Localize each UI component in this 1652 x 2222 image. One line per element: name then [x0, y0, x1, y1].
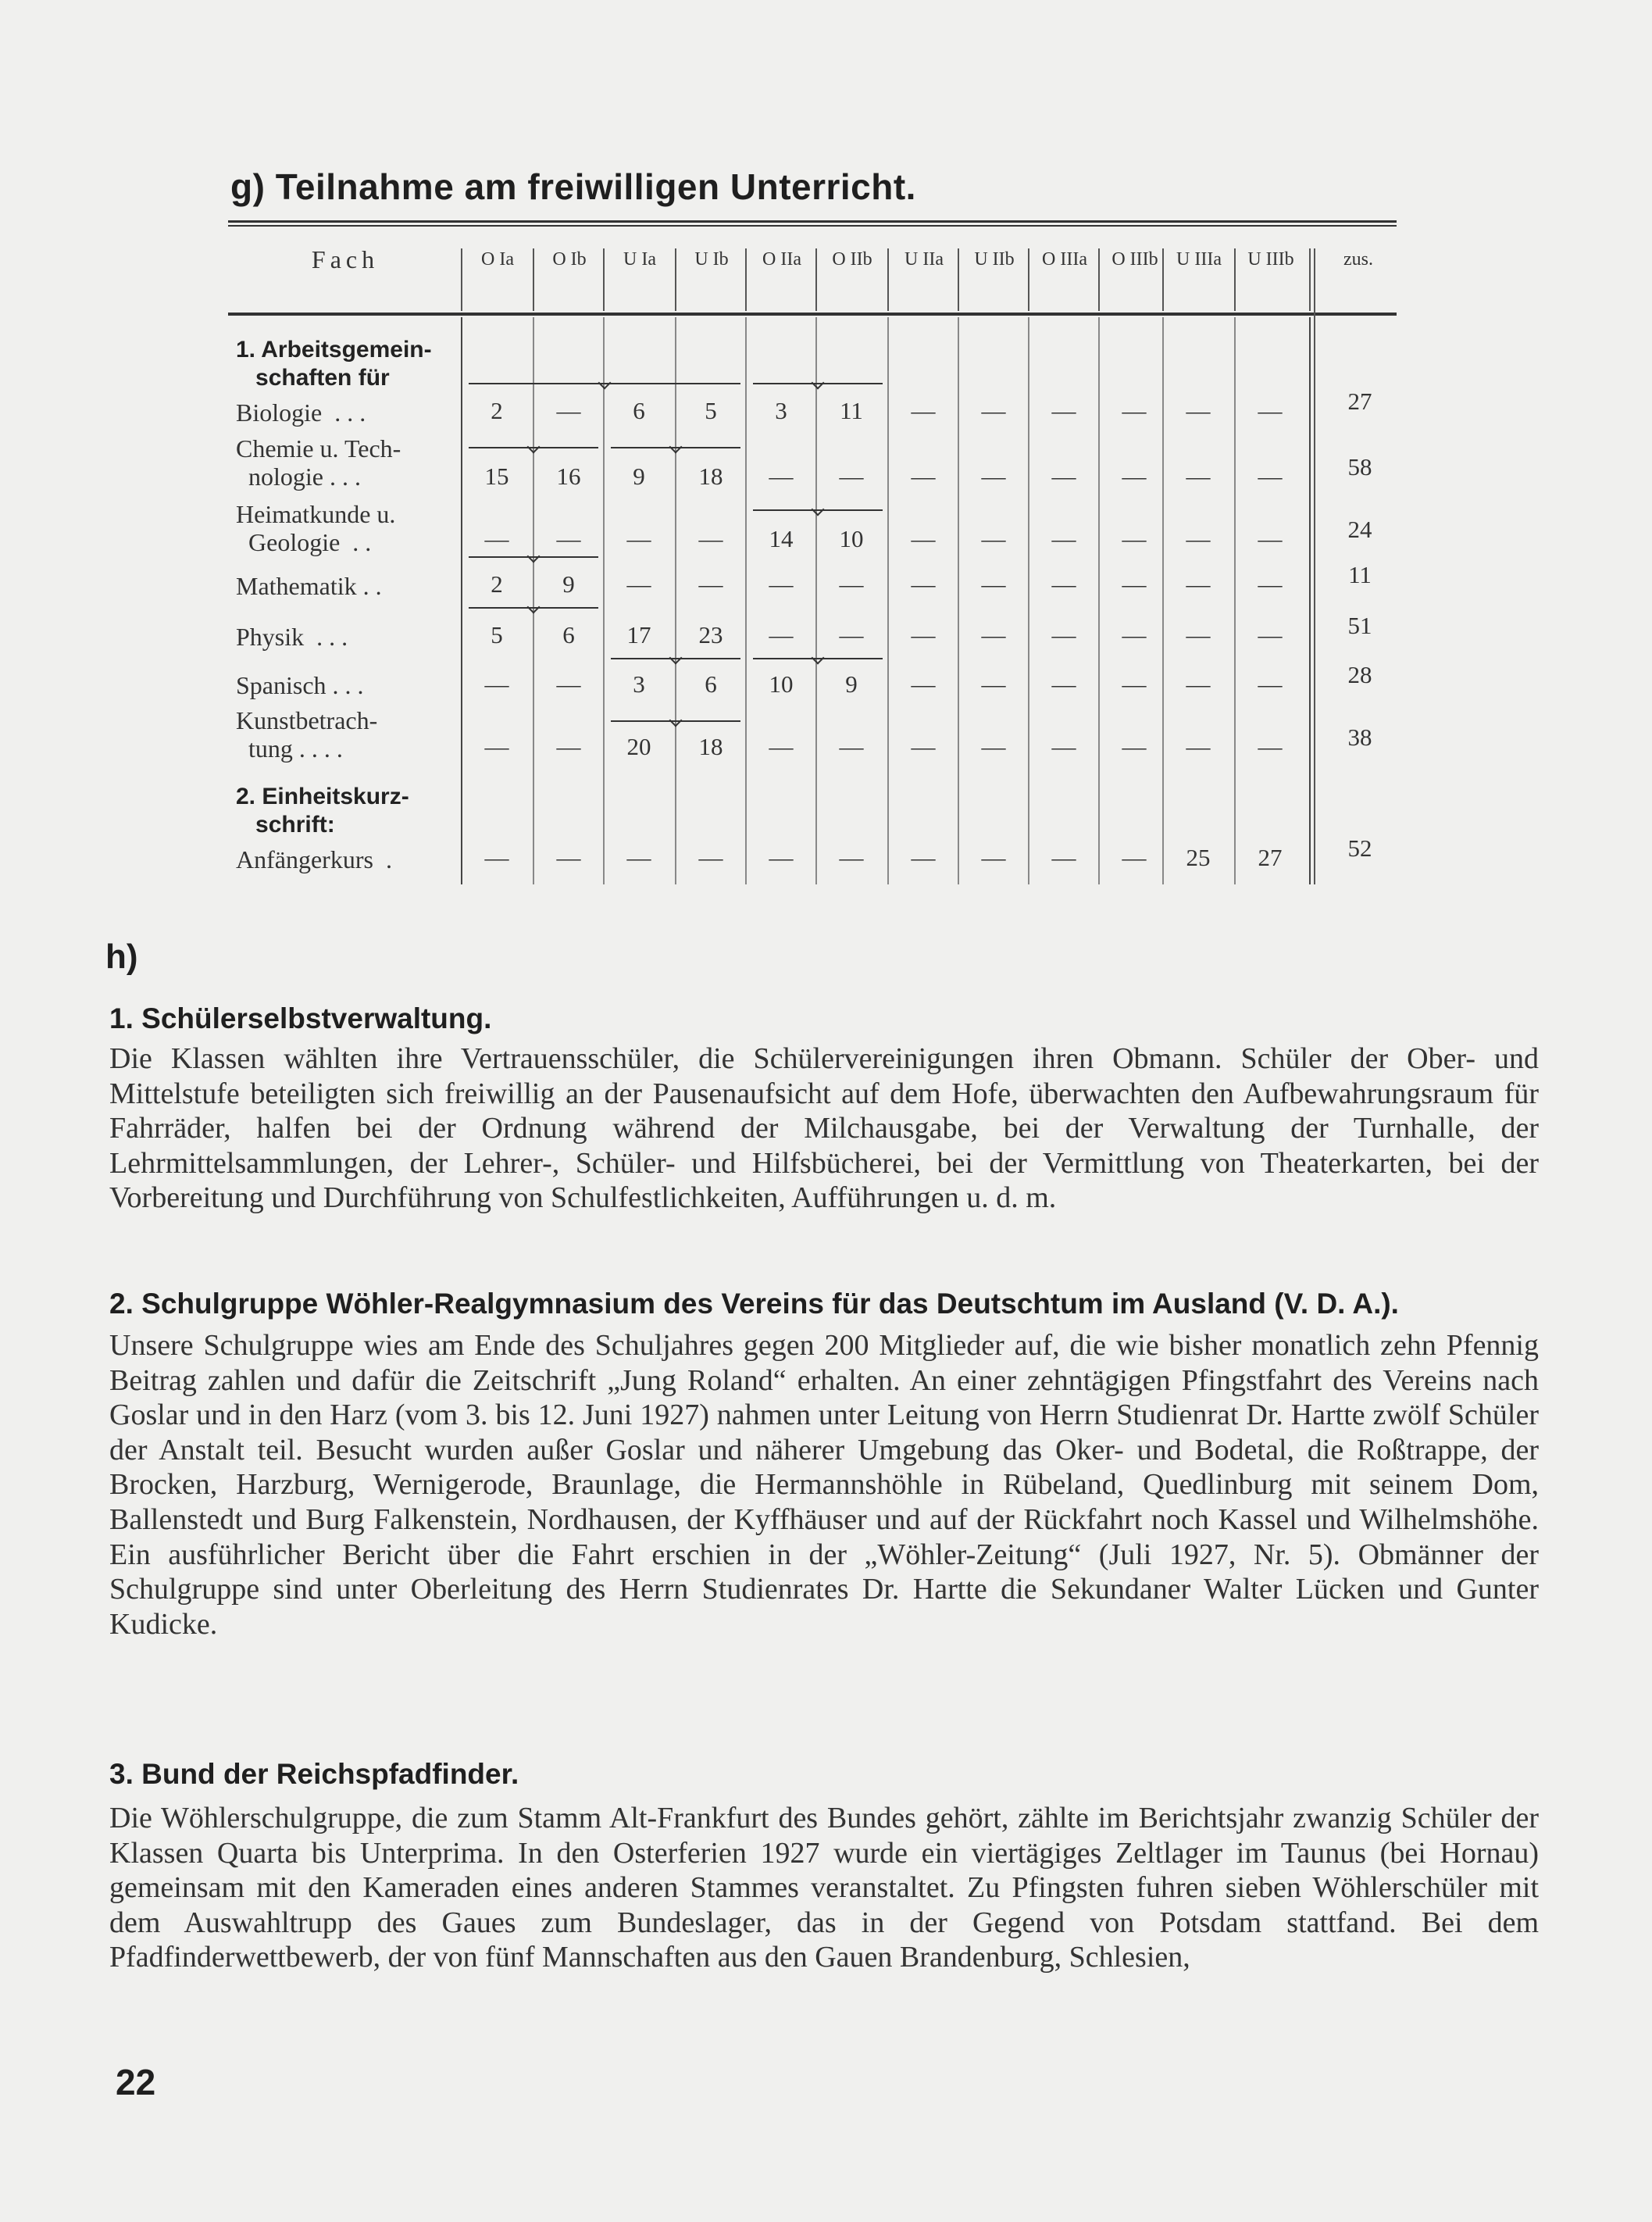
- header-fach: Fach: [311, 245, 380, 273]
- table-cell: 6: [633, 397, 645, 424]
- table-cell: —: [626, 844, 651, 871]
- table-cell: —: [911, 621, 936, 648]
- grouping-brace: [469, 447, 598, 448]
- header-class: U IIIa: [1176, 248, 1222, 270]
- table-cell: 9: [845, 670, 858, 698]
- table-cell: 6: [562, 621, 575, 648]
- table-cell: —: [1258, 525, 1283, 552]
- section-text-1: Die Klassen wählten ihre Vertrauensschüler, die Schülervereinigungen ihren Obmann. Schüler der Ober- und Mittelstufe beteiligten sich freiwillig an der Pausenaufsicht auf dem Hofe, überwachten den Aufbewahrungsraum für Fahrräder, halfen bei der Ordnung während der Milchausgabe, bei der Verwaltung der Turnhalle, der Lehrmittelsammlungen, der Lehrer-, Schüler- und Hilfsbücherei, bei der Vermittlung von Theaterkarten, bei der Vorbereitung und Durchführung von Schulfestlichkeiten, Aufführungen u. d. m.: [109, 1042, 1539, 1215]
- table-cell: —: [1122, 525, 1147, 552]
- header-class: U IIa: [904, 248, 944, 270]
- table-rule: [228, 220, 1397, 223]
- table-cell: 10: [839, 525, 864, 552]
- row-total: 24: [1347, 516, 1372, 543]
- section-h-label: h): [105, 938, 138, 976]
- table-cell: 27: [1258, 844, 1283, 871]
- table-cell: —: [556, 525, 581, 552]
- row-total: 58: [1347, 453, 1372, 480]
- table-cell: —: [981, 525, 1006, 552]
- table-cell: —: [1258, 621, 1283, 648]
- table-cell: —: [1258, 463, 1283, 490]
- table-cell: —: [769, 733, 794, 760]
- table-cell: —: [839, 621, 864, 648]
- table-cell: —: [911, 670, 936, 698]
- grouping-brace: [611, 658, 740, 659]
- page-number: 22: [116, 2062, 156, 2102]
- table-cell: —: [981, 463, 1006, 490]
- table-rule: [228, 225, 1397, 227]
- table-cell: —: [911, 844, 936, 871]
- grouping-brace: [753, 509, 883, 511]
- header-class: U Ia: [623, 248, 656, 270]
- grouping-brace: [753, 658, 883, 659]
- table-cell: —: [981, 670, 1006, 698]
- group-label-1: 1. Arbeitsgemein- schaften für: [236, 337, 432, 391]
- section-text-3: Die Wöhlerschulgruppe, die zum Stamm Alt-Frankfurt des Bundes gehört, zählte im Berichtsjahr zwanzig Schüler der Klassen Quarta bis Unterprima. In den Osterferien 1927 wurde ein viertägiges Zeltlager im Taunus (bei Hornau) gemeinsam mit den Kameraden eines anderen Stammes veranstaltet. Zu Pfingsten fuhren sieben Wöhlerschüler mit dem Auswahltrupp des Gaues zum Bundeslager, das in der Gegend von Potsdam stattfand. Bei dem Pfadfinderwettbewerb, der von fünf Mannschaften aus den Gauen Brandenburg, Schlesien,: [109, 1802, 1539, 1974]
- table-cell: —: [626, 525, 651, 552]
- header-class: O Ia: [481, 248, 514, 270]
- grouping-brace: [469, 607, 598, 609]
- table-cell: 9: [562, 570, 575, 598]
- row-total: 38: [1347, 723, 1372, 751]
- table-cell: 14: [769, 525, 794, 552]
- section-text-2: Unsere Schulgruppe wies am Ende des Schuljahres gegen 200 Mitglieder auf, die wie bisher monatlich zehn Pfennig Beitrag zahlen und dafür die Zeitschrift „Jung Roland“ erhalten. An einer zehntägigen Pfingstfahrt des Vereins nach Goslar und in den Harz (vom 3. bis 12. Juni 1927) nahmen unter Leitung von Herrn Studienrat Dr. Hartte zwölf Schüler der Anstalt teil. Besucht wurden außer Goslar und näherer Umgebung das Oker- und Bodetal, die Roßtrappe, der Brocken, Harzburg, Wernigerode, Braunlage, die Hermannshöhle in Rübeland, Quedlinburg mit seinem Dom, Ballenstedt und Burg Falkenstein, Nordhausen, der Kyffhäuser und auf der Rückfahrt noch Kassel und Wilhelmshöhe. Ein ausführlicher Bericht über die Fahrt erschien in der „Wöhler-Zeitung“ (Juli 1927, Nr. 5). Obmänner der Schulgruppe sind unter Oberleitung des Herrn Studienrates Dr. Hartte die Sekundaner Walter Lücken und Gunter Kudicke.: [109, 1329, 1539, 1641]
- participation-table: [228, 220, 1397, 884]
- grouping-brace: [469, 383, 740, 384]
- table-cell: —: [1122, 463, 1147, 490]
- table-cell: —: [911, 397, 936, 424]
- row-label: Anfängerkurs .: [236, 845, 392, 873]
- table-cell: —: [1051, 844, 1076, 871]
- table-cell: —: [1258, 397, 1283, 424]
- table-cell: —: [1051, 621, 1076, 648]
- table-cell: —: [839, 570, 864, 598]
- table-cell: —: [769, 844, 794, 871]
- table-cell: —: [1258, 733, 1283, 760]
- table-cell: —: [839, 844, 864, 871]
- table-cell: 5: [491, 621, 503, 648]
- header-class: U IIIb: [1247, 248, 1294, 270]
- header-class: U IIb: [974, 248, 1015, 270]
- table-cell: —: [626, 570, 651, 598]
- table-cell: 15: [484, 463, 509, 490]
- table-cell: —: [1258, 670, 1283, 698]
- table-cell: —: [1186, 733, 1211, 760]
- table-cell: —: [1186, 463, 1211, 490]
- row-total: 51: [1347, 612, 1372, 639]
- table-cell: —: [556, 733, 581, 760]
- row-label: Biologie . . .: [236, 398, 366, 427]
- table-cell: 20: [626, 733, 651, 760]
- table-cell: —: [1122, 844, 1147, 871]
- header-class: O Ib: [552, 248, 587, 270]
- group-label-2: 2. Einheitskurz- schrift:: [236, 784, 409, 838]
- table-cell: —: [839, 733, 864, 760]
- table-cell: —: [1122, 621, 1147, 648]
- table-cell: —: [769, 463, 794, 490]
- table-cell: 3: [633, 670, 645, 698]
- table-cell: —: [981, 570, 1006, 598]
- column-divider: [1309, 317, 1311, 884]
- row-total: 27: [1347, 388, 1372, 415]
- table-cell: —: [1051, 570, 1076, 598]
- row-total: 52: [1347, 834, 1372, 862]
- table-cell: —: [556, 844, 581, 871]
- table-cell: —: [1186, 570, 1211, 598]
- table-cell: —: [769, 570, 794, 598]
- section-heading-3: 3. Bund der Reichspfadfinder.: [109, 1758, 519, 1790]
- table-cell: 6: [705, 670, 717, 698]
- table-cell: —: [1186, 397, 1211, 424]
- table-rule: [228, 313, 1397, 316]
- header-class: U Ib: [694, 248, 729, 270]
- table-cell: —: [1186, 670, 1211, 698]
- section-heading-2: 2. Schulgruppe Wöhler-Realgymnasium des Vereins für das Deutschtum im Ausland (V. D. A.).: [109, 1288, 1399, 1320]
- section-g-title: g) Teilnahme am freiwilligen Unterricht.: [230, 166, 916, 207]
- table-cell: —: [911, 525, 936, 552]
- column-divider: [1309, 248, 1311, 311]
- table-cell: —: [1122, 670, 1147, 698]
- table-cell: 2: [491, 397, 503, 424]
- table-cell: 16: [556, 463, 581, 490]
- row-label: Spanisch . . .: [236, 671, 364, 699]
- header-class: O IIIb: [1111, 248, 1158, 270]
- table-cell: —: [698, 525, 723, 552]
- table-cell: —: [1186, 525, 1211, 552]
- table-cell: 18: [698, 463, 723, 490]
- grouping-brace: [611, 447, 740, 448]
- table-cell: 18: [698, 733, 723, 760]
- table-cell: 3: [775, 397, 787, 424]
- row-label: Mathematik . .: [236, 572, 382, 600]
- table-cell: —: [484, 670, 509, 698]
- header-class: O IIb: [832, 248, 872, 270]
- table-cell: 2: [491, 570, 503, 598]
- table-cell: —: [911, 570, 936, 598]
- table-cell: —: [1051, 397, 1076, 424]
- table-cell: —: [1122, 397, 1147, 424]
- row-label: Heimatkunde u. Geologie . .: [236, 500, 396, 556]
- header-class: O IIIa: [1042, 248, 1087, 270]
- table-cell: —: [911, 463, 936, 490]
- table-cell: —: [1051, 463, 1076, 490]
- table-cell: —: [769, 621, 794, 648]
- table-cell: 9: [633, 463, 645, 490]
- table-cell: —: [484, 525, 509, 552]
- header-total: zus.: [1343, 248, 1373, 270]
- table-cell: —: [839, 463, 864, 490]
- table-cell: —: [1122, 570, 1147, 598]
- table-cell: 25: [1186, 844, 1211, 871]
- row-label: Physik . . .: [236, 623, 348, 651]
- row-label: Chemie u. Tech- nologie . . .: [236, 434, 401, 491]
- row-total: 11: [1348, 561, 1372, 588]
- table-cell: 5: [705, 397, 717, 424]
- table-cell: —: [698, 570, 723, 598]
- table-cell: 11: [840, 397, 863, 424]
- table-cell: —: [1186, 621, 1211, 648]
- row-total: 28: [1347, 661, 1372, 688]
- table-cell: —: [484, 844, 509, 871]
- table-cell: —: [556, 397, 581, 424]
- table-cell: 10: [769, 670, 794, 698]
- table-cell: —: [698, 844, 723, 871]
- table-cell: —: [1122, 733, 1147, 760]
- table-cell: —: [911, 733, 936, 760]
- grouping-brace: [611, 720, 740, 722]
- row-label: Kunstbetrach- tung . . . .: [236, 706, 378, 763]
- grouping-brace: [753, 383, 883, 384]
- table-cell: 17: [626, 621, 651, 648]
- table-cell: —: [981, 733, 1006, 760]
- section-heading-1: 1. Schülerselbstverwaltung.: [109, 1002, 492, 1034]
- table-cell: —: [981, 397, 1006, 424]
- table-cell: —: [484, 733, 509, 760]
- table-cell: —: [556, 670, 581, 698]
- grouping-brace: [469, 556, 598, 558]
- table-cell: —: [1051, 733, 1076, 760]
- table-cell: —: [981, 621, 1006, 648]
- column-divider: [1314, 248, 1315, 884]
- table-cell: 23: [698, 621, 723, 648]
- table-cell: —: [1258, 570, 1283, 598]
- table-cell: —: [981, 844, 1006, 871]
- header-class: O IIa: [762, 248, 801, 270]
- table-cell: —: [1051, 525, 1076, 552]
- table-cell: —: [1051, 670, 1076, 698]
